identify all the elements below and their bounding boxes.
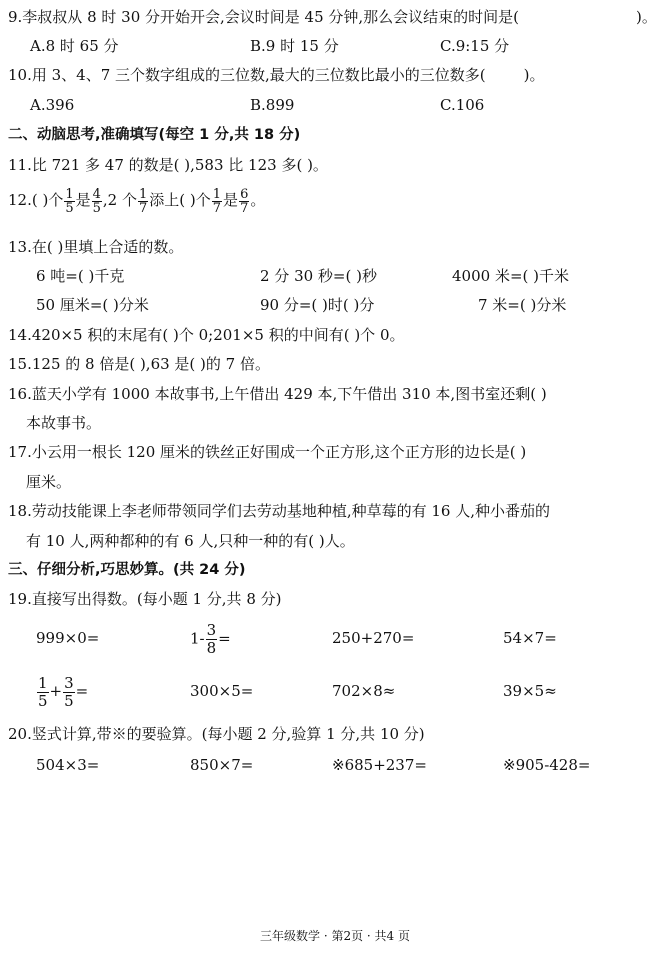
question-13-r2-a: 50 厘米=( )分米 [36, 296, 149, 314]
q19-a4: 54×7= [503, 629, 557, 647]
question-17-line-2: 厘米。 [26, 473, 72, 491]
question-13-r1-a: 6 吨=( )千克 [36, 267, 125, 285]
question-19-title: 19.直接写出得数。(每小题 1 分,共 8 分) [8, 590, 282, 608]
q19-a3: 250+270= [332, 629, 415, 647]
q20-item-1: 504×3= [36, 756, 100, 774]
question-18-line-1: 18.劳动技能课上李老师带领同学们去劳动基地种植,种草莓的有 16 人,种小番茄的 [8, 502, 551, 520]
section-3-title: 三、仔细分析,巧思妙算。(共 24 分) [8, 562, 246, 578]
question-16-line-1: 16.蓝天小学有 1000 本故事书,上午借出 429 本,下午借出 310 本,图书室还剩( ) [8, 385, 547, 403]
question-9-close: )。 [636, 8, 657, 26]
question-10-option-b: B.899 [250, 96, 295, 114]
question-18-line-2: 有 10 人,两种都种的有 6 人,只种一种的有( )人。 [26, 532, 355, 550]
fraction-4-5: $\frac{4}{5}$ [92, 186, 101, 216]
question-16-line-2: 本故事书。 [26, 414, 102, 432]
question-11: 11.比 721 多 47 的数是( ),583 比 123 多( )。 [8, 156, 328, 174]
question-10-option-a: A.396 [30, 96, 75, 114]
question-9-option-b: B.9 时 15 分 [250, 37, 339, 55]
fraction-1-7-second: $\frac{1}{7}$ [212, 186, 222, 216]
fraction-1-7: $\frac{1}{7}$ [139, 186, 148, 216]
fraction-1-5: $\frac{1}{5}$ [65, 186, 74, 216]
q19-b3: 702×8≈ [332, 682, 396, 700]
q20-item-3: ※685+237= [332, 756, 427, 774]
question-17-line-1: 17.小云用一根长 120 厘米的铁丝正好围成一个正方形,这个正方形的边长是( ) [8, 443, 527, 461]
question-13-r2-c: 7 米=( )分米 [478, 296, 567, 314]
question-9-option-c: C.9:15 分 [440, 37, 510, 55]
q19-a1: 999×0= [36, 629, 100, 647]
question-20-title: 20.竖式计算,带※的要验算。(每小题 2 分,验算 1 分,共 10 分) [8, 725, 425, 743]
section-2-title: 二、动脑思考,准确填写(每空 1 分,共 18 分) [8, 127, 301, 143]
fraction-6-7: $\frac{6}{7}$ [240, 186, 249, 216]
q20-item-2: 850×7= [190, 756, 254, 774]
question-10-stem: 10.用 3、4、7 三个数字组成的三位数,最大的三位数比最小的三位数多( )。 [8, 66, 545, 84]
question-13-title: 13.在( )里填上合适的数。 [8, 238, 184, 256]
q20-item-4: ※905-428= [503, 756, 591, 774]
question-14: 14.420×5 积的末尾有( )个 0;201×5 积的中间有( )个 0。 [8, 326, 405, 344]
page-footer: 三年级数学 · 第2页 · 共4 页 [260, 929, 410, 943]
question-15: 15.125 的 8 倍是( ),63 是( )的 7 倍。 [8, 355, 270, 373]
question-10-option-c: C.106 [440, 96, 485, 114]
question-9-option-a: A.8 时 65 分 [30, 37, 119, 55]
question-12: 12.( )个 $\frac{1}{5}$ 是 $\frac{4}{5}$ ,2 个 $\frac{1}{7}$ 添上( )个 $\frac{1}{7}$ 是 $\frac{6}{7}$ 。 [8, 186, 266, 216]
question-13-r1-b: 2 分 30 秒=( )秒 [260, 267, 377, 285]
question-9-stem: 9.李叔叔从 8 时 30 分开始开会,会议时间是 45 分钟,那么会议结束的时间是( [8, 8, 520, 26]
q19-a2: 1- $\frac{3}{8}$ = [190, 621, 231, 657]
question-13-r2-b: 90 分=( )时( )分 [260, 296, 375, 314]
q19-b2: 300×5= [190, 682, 254, 700]
question-13-r1-c: 4000 米=( )千米 [452, 267, 569, 285]
q19-b1: $\frac{1}{5}$ + $\frac{3}{5}$ = [38, 673, 89, 710]
q19-b4: 39×5≈ [503, 682, 557, 700]
